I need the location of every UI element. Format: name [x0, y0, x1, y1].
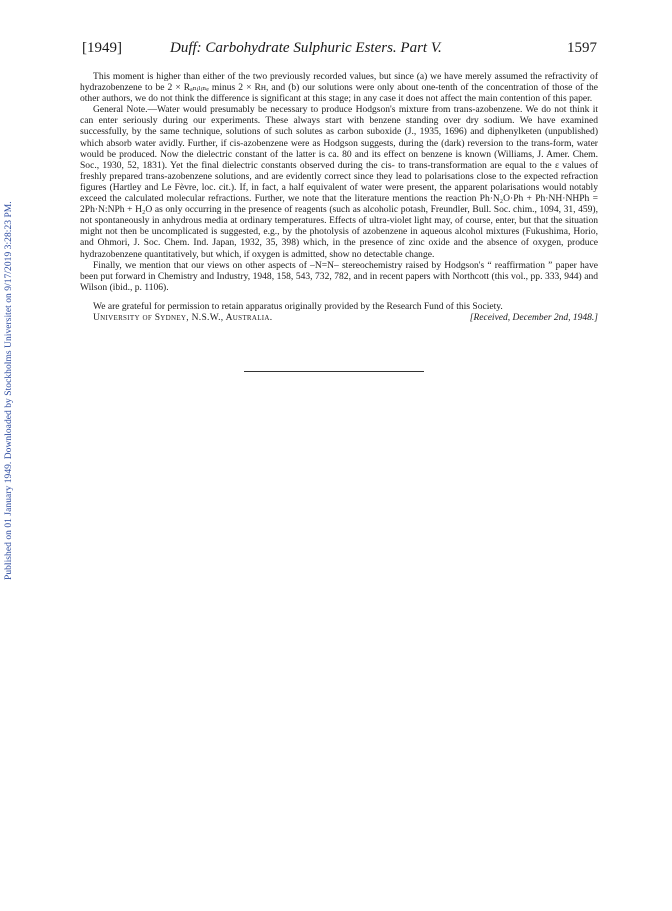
- download-watermark: [2, 140, 18, 580]
- paragraph-finally: Finally, we mention that our views on other aspects of –N=N– stereochemistry raised by Hodgson's “ reaffirmation ” paper have been put forward in Chemistry and Industry, 1948, 158, 543, 732, 782, and in recent papers with Northcott (this vol., pp. 333, 944) and Wilson (ibid., p. 1106).: [80, 259, 598, 293]
- header-year: [1949]: [82, 40, 122, 56]
- paragraph-general-note: General Note.—Water would presumably be necessary to produce Hodgson's mixture from trans-azobenzene. We do not think it can enter seriously during our experiments. These always start with benzene standing over dry sodium. We have examined successfully, by the same technique, solutions of such solutes as carbon suboxide (J., 1935, 1696) and diphenylketen (unpublished) which absorb water avidly. Further, if cis-azobenzene were as Hodgson suggests, during the (dark) reversion to the trans-form, water would be produced. Now the dielectric constant of the latter is ca. 80 and its effect on benzene is known (Williams, J. Amer. Chem. Soc., 1930, 52, 1831). Yet the final dielectric constants observed during the cis- to trans-transformation are equal to the ε values of freshly prepared trans-azobenzene solutions, and are evidently correct since they lead to polarisations close to the expected refraction figures (Hartley and Le Fèvre, loc. cit.). If, in fact, a half equivalent of water were present, the apparent polarisations would notably exceed the calculated molecular refractions. Further, we note that the literature mentions the reaction Ph·N₂O·Ph + Ph·NH·NHPh = 2Ph·N:NPh + H₂O as only occurring in the presence of reagents (such as alcoholic potash, Freundler, Bull. Soc. chim., 1094, 31, 459), not spontaneously in anhydrous media at ordinary temperatures. Effects of ultra-violet light may, of course, enter, but that the situation might not then be uncomplicated is suggested, e.g., by the photolysis of azobenzene in aqueous alcohol mixtures (Fukushima, Horio, and Ohmori, J. Soc. Chem. Ind. Japan, 1932, 35, 398) which, in the presence of zinc oxide and the absence of oxygen, produce hydrazobenzene quantitatively, but which, if oxygen is admitted, show no detectable change.: [80, 104, 598, 260]
- page-number: 1597: [567, 40, 597, 56]
- received-date: [Received, December 2nd, 1948.]: [469, 312, 598, 323]
- affiliation: University of Sydney, N.S.W., Australia.: [93, 312, 273, 323]
- end-rule: [244, 371, 424, 372]
- paragraph-moment: This moment is higher than either of the two previously recorded values, but since (a) we have merely assumed the refractivity of hydrazobenzene to be 2 × Rₐₙᵢₗᵢₙₑ minus 2 × Rʜ, and (b) our solutions were only about one-tenth of the concentration of those of the other authors, we do not think the difference is significant at this stage; in any case it does not affect the main contention of this paper.: [80, 71, 598, 105]
- paragraph-acknowledgement: We are grateful for permission to retain apparatus originally provided by the Research Fund of this Society.: [93, 300, 503, 312]
- running-title: Duff: Carbohydrate Sulphuric Esters. Part V.: [170, 40, 442, 56]
- download-watermark-text: Published on 01 January 1949. Downloaded by Stockholms Universitet on 9/17/2019 3:28:23 PM.: [4, 201, 14, 580]
- signature-line: [80, 313, 598, 326]
- article-body: [80, 71, 598, 326]
- page-header: [82, 40, 597, 60]
